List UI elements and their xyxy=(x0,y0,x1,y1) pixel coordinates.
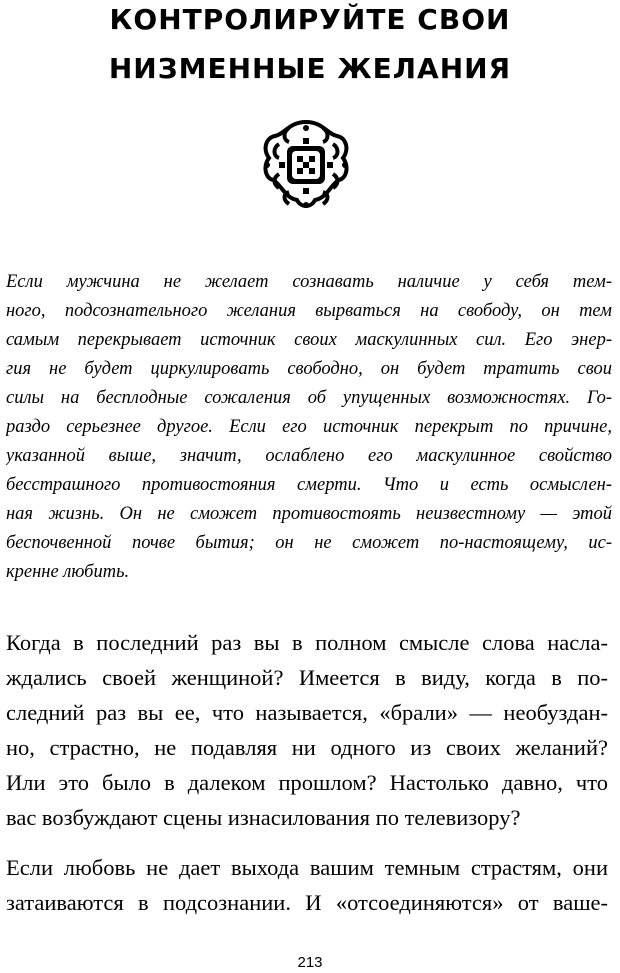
epigraph-line: бесстрашного противостояния смерти. Что и есть осмыслен- xyxy=(6,475,612,495)
paragraph-line: Или это было в далеком прошлом? Настолько давно, что xyxy=(6,770,608,795)
paragraph-line: ждались своей женщиной? Имеется в виду, когда в по- xyxy=(6,665,608,690)
epigraph-line: силы на бесплодные сожаления об упущенных возможностях. Го- xyxy=(6,388,612,408)
epigraph-line: раздо серьезнее другое. Если его источник перекрыт по причине, xyxy=(6,417,612,437)
paragraph-line-last: вас возбуждают сцены изнасилования по телевизору? xyxy=(6,805,521,830)
epigraph-line-last: кренне любить. xyxy=(6,562,130,582)
paragraph-line: Когда в последний раз вы в полном смысле слова насла- xyxy=(6,630,608,655)
epigraph-line: беспочвенной почве бытия; он не сможет по-настоящему, ис- xyxy=(6,533,612,553)
chapter-title-line-2: НИЗМЕННЫЕ ЖЕЛАНИЯ xyxy=(108,52,512,85)
epigraph-line: гия не будет циркулировать свободно, он будет тратить свои xyxy=(6,359,612,379)
epigraph-line: Если мужчина не желает сознавать наличие у себя тем- xyxy=(6,272,612,292)
paragraph-line: но, страстно, не подавляя ни одного из своих желаний? xyxy=(6,735,608,760)
paragraph-line: Если любовь не дает выхода вашим темным страстям, они xyxy=(6,855,608,880)
chapter-title-line-1: КОНТРОЛИРУЙТЕ СВОИ xyxy=(109,3,511,36)
epigraph-line: самым перекрывает источник своих маскулинных сил. Его энер- xyxy=(6,330,612,350)
epigraph-line: указанной выше, значит, ослаблено его маскулинное свойство xyxy=(6,446,612,466)
ornament-icon xyxy=(259,118,353,214)
epigraph-line: ная жизнь. Он не сможет противостоять неизвестному — этой xyxy=(6,504,612,524)
paragraph-line: затаиваются в подсознании. И «отсоединяются» от ваше- xyxy=(6,890,608,915)
epigraph-line: ного, подсознательного желания вырваться на свободу, он тем xyxy=(6,301,612,321)
paragraph-line: следний раз вы ее, что называется, «брали» — необуздан- xyxy=(6,700,608,725)
page-number: 213 xyxy=(297,954,323,971)
